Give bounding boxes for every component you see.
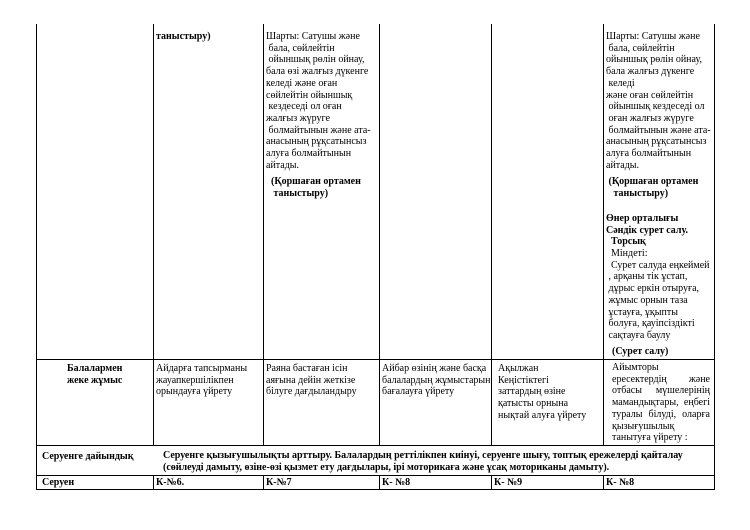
table-border: [36, 489, 715, 490]
table-border: [603, 24, 604, 445]
top-col7-bold1: (Қоршаған ортамен таныстыру): [608, 176, 699, 199]
walk-k2: К-№7: [266, 477, 292, 488]
walk-k4: К- №9: [494, 477, 523, 488]
table-border: [714, 24, 715, 490]
table-border: [36, 359, 715, 360]
table-border: [153, 475, 154, 490]
prep-label: Серуенге дайындық: [42, 451, 134, 462]
table-border: [603, 475, 604, 490]
walk-k5: К- №8: [606, 477, 635, 488]
top-col7-text: Шарты: Сатушы және бала, сөйлейтін ойыншық рөлін ойнау, бала жалғыз дүкенге келеді және оған сөйлейтін ойыншық кездеседі ол оған жалғыз жүруге болмайтынын және ата- анасының рұқсатынсыз алуға болмайтынын айтады.: [606, 31, 711, 171]
individual-c3: Раяна бастаған ісін аяғына дейін жеткізе білуге дағдыландыру: [266, 363, 357, 398]
prep-text: Серуенге қызығушылықты арттыру. Балалардың реттілікпен киінуі, серуенге шығу, топтық ережелерді қайталау (сөйлеуді дамыту, өзіне-өзі қызмет ету дағдылары, ірі моторикаға және ұсақ моториканы дамыту).: [163, 450, 683, 473]
table-border: [379, 24, 380, 445]
table-border: [263, 475, 264, 490]
table-border: [263, 24, 264, 445]
table-border: [491, 475, 492, 490]
individual-c4: Айбар өзінің және басқа балалардың жұмыстарын бағалауға үйрету: [382, 363, 491, 398]
top-col7-bold2: Өнер орталығы Сәндік сурет салу. Торсық: [606, 213, 688, 248]
individual-c7: Айымторы ересектердің және отбасы мүшелерінің мамандықтары, еңбегі туралы білуді, оларға қызығушылық танытуға үйрету :: [612, 362, 710, 444]
table-border: [36, 475, 715, 476]
table-border: [36, 445, 715, 446]
top-col7-normal2: Міндеті: Сурет салуда еңкеймей , арқаны тік ұстап, дұрыс еркін отыруға, жұмыс орнын таза ұстауға, ұқыпты болуға, қауіпсіздікті сақтауға баулу: [608, 248, 710, 341]
table-border: [153, 24, 154, 445]
individual-c5: Ақылжан Кеңістіктегі заттардың өзіне қатысты орнына нықтай алуға үйрету: [498, 363, 587, 421]
individual-c2: Айдарға тапсырманы жауапкершілікпен орындауға үйрету: [156, 363, 248, 398]
top-col3-text: Шарты: Сатушы және бала, сөйлейтін ойыншық рөлін ойнау, бала өзі жалғыз дүкенге келеді және оған сөйлейтін ойыншық кездеседі ол оған жалғыз жүруге болмайтынын және ата- анасының рұқсатынсыз алуға болмайтынын айтады.: [266, 31, 371, 171]
walk-k1: К-№6.: [156, 477, 185, 488]
table-border: [379, 475, 380, 490]
individual-label: Балалармен жеке жұмыс: [67, 363, 123, 386]
top-col2-text: таныстыру): [156, 31, 211, 42]
table-border: [36, 24, 37, 490]
top-col7-bold3: (Сурет салу): [612, 346, 669, 357]
walk-k3: К- №8: [382, 477, 411, 488]
walk-label: Серуен: [42, 477, 75, 488]
top-col3-bold: (Қоршаған ортамен таныстыру): [271, 176, 361, 199]
table-border: [491, 24, 492, 445]
